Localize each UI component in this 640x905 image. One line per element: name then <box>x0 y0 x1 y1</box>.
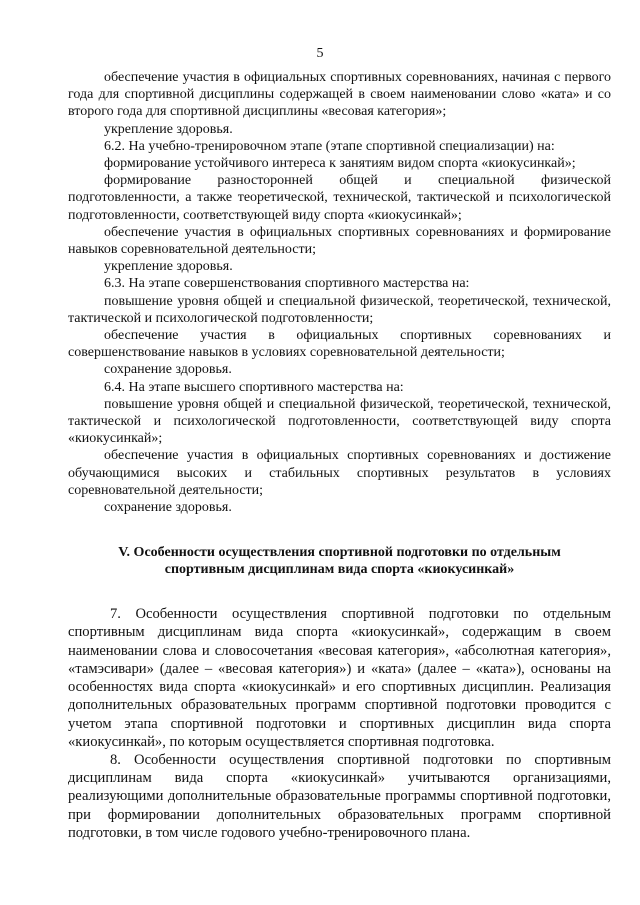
section-heading <box>68 544 611 578</box>
document-body <box>68 69 611 842</box>
paragraph-sustained-interest: формирование устойчивого интереса к занятиям видом спорта «киокусинкай»; <box>104 156 576 172</box>
paragraph-7: 7. Особенности осуществления спортивной подготовки по отдельным спортивным дисциплинам вида спорта «киокусинкай», содержащим в своем наименовании слова и словосочетания «весовая категория», «абсолютная категория», «тамэсивари» (далее – «весовая категория») и «ката» (далее – «ката»), основаны на особенностях вида спорта «киокусинкай» и его спортивных дисциплин. Реализация дополнительных образовательных программ спортивной подготовки проводится с учетом этапа спортивной подготовки и спортивных дисциплин вида спорта «киокусинкай», по которым осуществляется спортивная подготовка. <box>68 606 611 750</box>
paragraph-6-4-heading: 6.4. На этапе высшего спортивного мастерства на: <box>104 379 404 395</box>
paragraph-8: 8. Особенности осуществления спортивной подготовки по спортивным дисциплинам вида спорта «киокусинкай» учитываются организациями, реализующими дополнительные образовательные программы спортивной подготовки, при формировании дополнительных образовательных программ спортивной подготовки, в том числе годового учебно-тренировочного плана. <box>68 751 611 841</box>
paragraph-health-strengthening-1: укрепление здоровья. <box>104 121 233 137</box>
paragraph-health-preservation-1: сохранение здоровья. <box>104 362 232 378</box>
paragraph-participation-start: обеспечение участия в официальных спортивных соревнованиях, начиная с первого года для спортивной дисциплины содержащей в своем наименовании слово «ката» и со второго года для спортивной дисциплины «весовая категория»; <box>68 70 611 120</box>
paragraph-versatile-preparation: формирование разносторонней общей и специальной физической подготовленности, а также теоретической, технической, тактической и психологической подготовленности, соответствующей виду спорта «киокусинкай»; <box>68 173 611 223</box>
section-heading-line-1: V. Особенности осуществления спортивной подготовки по отдельным <box>118 545 561 561</box>
paragraph-skill-improvement: обеспечение участия в официальных спортивных соревнованиях и совершенствование навыков в условиях соревновательной деятельности; <box>68 328 611 361</box>
page-number: 5 <box>316 46 324 61</box>
paragraph-competition-skills: обеспечение участия в официальных спортивных соревнованиях и формирование навыков соревновательной деятельности; <box>68 224 611 258</box>
paragraph-health-strengthening-2: укрепление здоровья. <box>104 259 233 275</box>
paragraph-6-3-heading: 6.3. На этапе совершенствования спортивного мастерства на: <box>104 276 470 292</box>
paragraph-stable-results: обеспечение участия в официальных спортивных соревнованиях и достижение обучающимися высоких и стабильных спортивных результатов в условиях соревновательной деятельности; <box>68 448 611 498</box>
paragraph-raise-level-1: повышение уровня общей и специальной физической, теоретической, технической, тактической и психологической подготовленности; <box>68 293 611 326</box>
paragraph-raise-level-2: повышение уровня общей и специальной физической, теоретической, технической, тактической и психологической подготовленности, соответствующей виду спорта «киокусинкай»; <box>68 396 611 447</box>
section-heading-line-2: спортивным дисциплинам вида спорта «киокусинкай» <box>164 562 515 578</box>
section-body <box>68 605 611 842</box>
paragraph-health-preservation-2: сохранение здоровья. <box>104 500 232 516</box>
paragraph-6-2-heading: 6.2. На учебно-тренировочном этапе (этапе спортивной специализации) на: <box>104 138 555 154</box>
